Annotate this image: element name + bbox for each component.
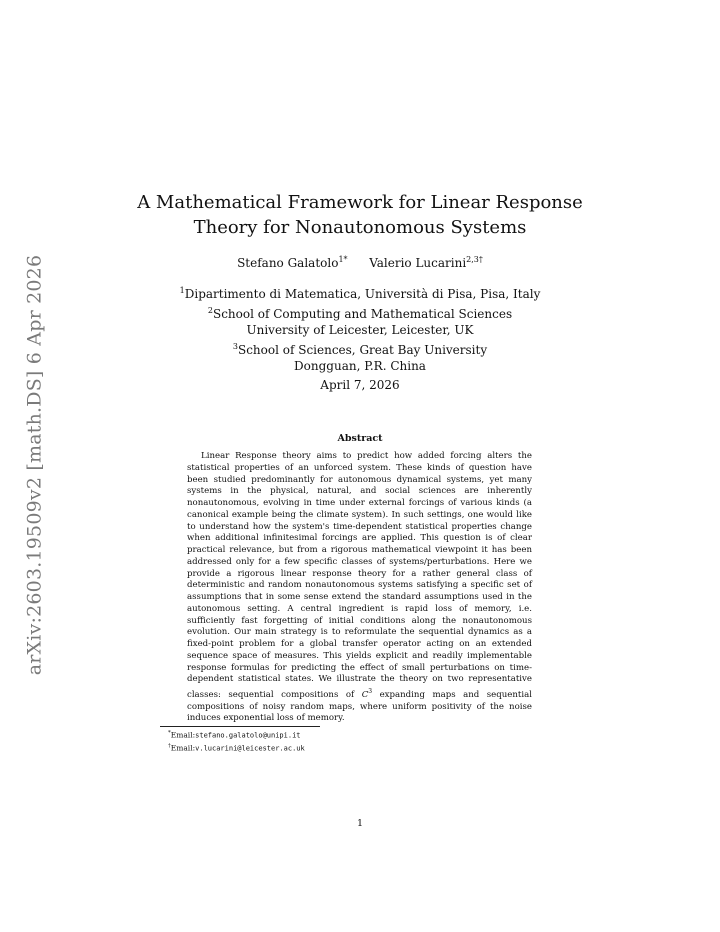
affiliation-text: Dipartimento di Matematica, Università di Pisa, Pisa, Italy [184, 287, 541, 301]
footnote-rule [160, 726, 320, 727]
affiliation-mark: 2 [207, 305, 213, 315]
abstract-text-part-1: Linear Response theory aims to predict how added forcing alters the statistical properties of an unforced system. These kinds of question have been studied predominantly for autonomous dynamical systems, yet many systems in the physical, natural, and social sciences are inherently nonautonomous, evolving in time under external forcings of various kinds (a canonical example being the climate system). In such settings, one would like to understand how the system's time-dependent statistical properties change when additional infinitesimal forcings are applied. This question is of clear practical relevance, but from a rigorous mathematical viewpoint it has been addressed only for a few specific classes of systems/perturbations. Here we provide a rigorous linear response theory for a rather general class of deterministic and random nonautonomous systems satisfying a specific set of assumptions that in some sense extend the standard assumptions used in the autonomous setting. A central ingredient is rapid loss of memory, i.e. sufficiently fast forgetting of initial conditions along the nonautonomous evolution. Our main strategy is to reformulate the sequential dynamics as a fixed-point problem for a global transfer operator acting on an extended sequence space of measures. This yields explicit and readily implementable response formulas for predicting the effect of small perturbations on time-dependent statistical states. We illustrate the theory on two representative classes: sequential compositions of [187, 451, 532, 700]
paper-title-line-2: Theory for Nonautonomous Systems [193, 217, 527, 238]
email-link[interactable]: v.lucarini@leicester.ac.uk [195, 744, 305, 753]
author-marks: 1* [338, 255, 348, 264]
abstract-text-part-2: expanding maps and sequential compositions of noisy random maps, where uniform positivity of the noise induces exponential loss of memory. [187, 689, 532, 724]
publication-date: April 7, 2026 [320, 378, 400, 392]
affiliation-text: University of Leicester, Leicester, UK [246, 323, 474, 337]
paper-title [120, 190, 600, 240]
abstract-body [187, 451, 532, 725]
arxiv-identifier-text: arXiv:2603.19509v2 [math.DS] 6 Apr 2026 [23, 254, 46, 676]
author-name: Stefano Galatolo [237, 256, 339, 270]
affiliation-text: School of Sciences, Great Bay University [237, 342, 488, 357]
affiliation-line [120, 283, 600, 303]
author-list [120, 255, 600, 270]
affiliation-text: Dongguan, P.R. China [294, 359, 426, 373]
footnote-mark: * [168, 730, 171, 736]
author-name: Valerio Lucarini [369, 256, 467, 270]
affiliation-line [120, 358, 600, 375]
affiliation-line [120, 303, 600, 323]
footnote [168, 741, 548, 754]
page-number: 1 [356, 818, 364, 829]
affiliation-line [120, 322, 600, 339]
affiliation-list [120, 283, 600, 375]
email-link[interactable]: stefano.galatolo@unipi.it [195, 731, 301, 740]
affiliation-mark: 1 [179, 286, 185, 295]
affiliation-text: School of Computing and Mathematical Sciences [212, 306, 513, 321]
math-superscript: 3 [368, 688, 373, 695]
footnote-mark: † [168, 743, 171, 749]
footnote-list [168, 728, 548, 754]
paper-title-line-1: A Mathematical Framework for Linear Response [137, 192, 583, 213]
affiliation-mark: 3 [232, 341, 238, 351]
affiliation-line [120, 339, 600, 359]
footnote [168, 728, 548, 741]
abstract-heading: Abstract [337, 433, 383, 444]
footnote-label: Email: [170, 743, 196, 753]
footnote-label: Email: [170, 730, 196, 740]
math-symbol: C [361, 689, 369, 700]
author-marks: 2,3† [466, 255, 483, 264]
